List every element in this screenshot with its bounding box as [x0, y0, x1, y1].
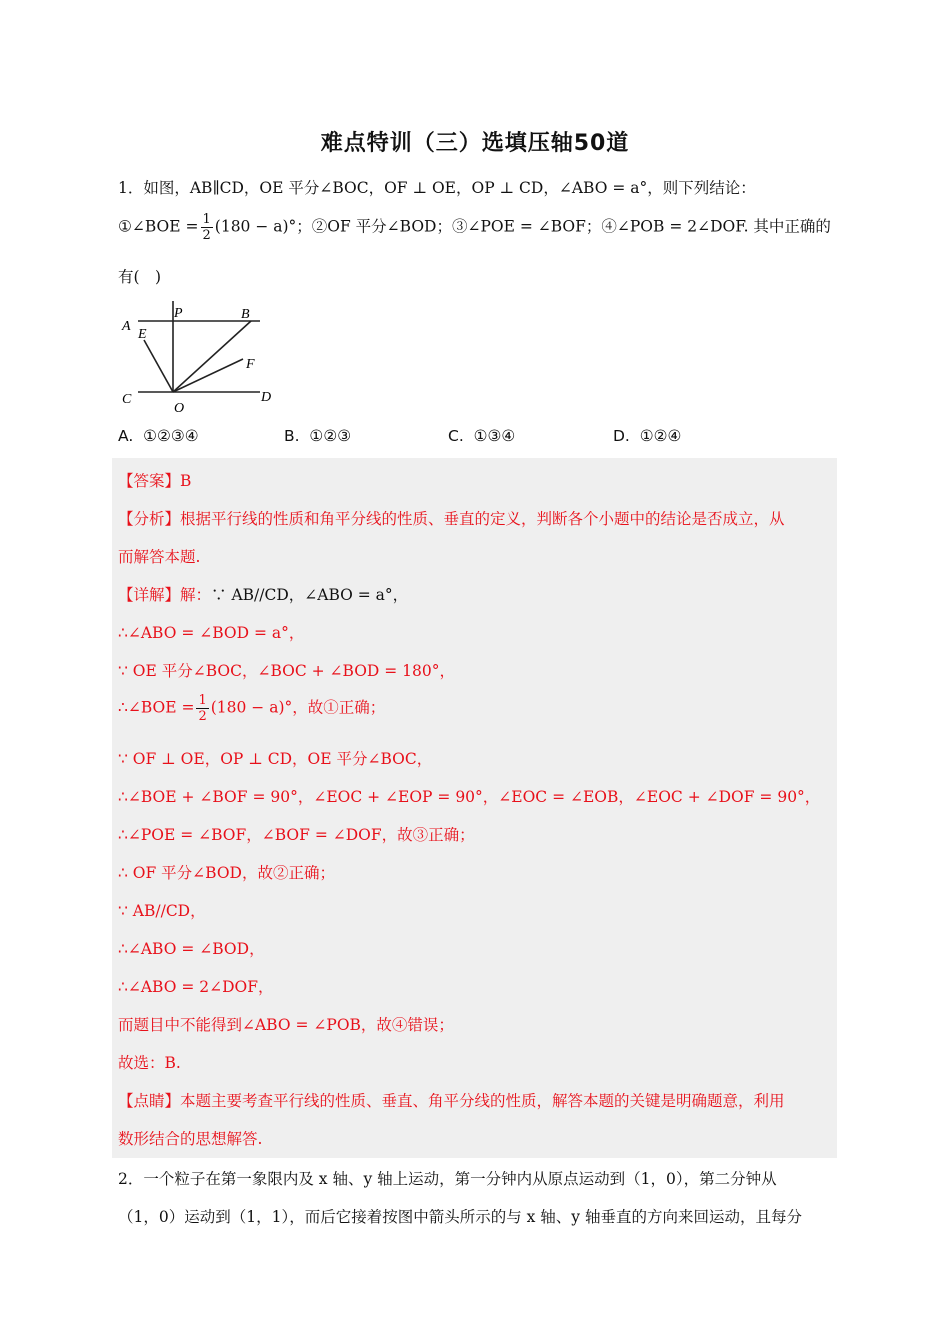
solution-line4-start: ∴∠BOE = [118, 698, 195, 717]
solution-comment-line1: 【点睛】本题主要考查平行线的性质、垂直、角平分线的性质，解答本题的关键是明确题意，利用 [118, 1092, 785, 1110]
solution-fraction-den: 2 [198, 709, 207, 724]
q1-geometry-figure [118, 296, 283, 418]
q2-stem-line2: （1，0）运动到（1，1），而后它接着按图中箭头所示的与 x 轴、y 轴垂直的方向来回运动，且每分 [118, 1208, 802, 1226]
q1-fraction-den: 2 [202, 228, 211, 243]
q1-stem-line2-end: (180 − a)°；②OF 平分∠BOD；③∠POE = ∠BOF；④∠POB = 2∠DOF. 其中正确的 [214, 217, 831, 236]
option-a [118, 427, 199, 445]
line-ob [173, 321, 251, 392]
q1-options [118, 427, 838, 451]
label-p: P [174, 306, 183, 321]
option-c [448, 427, 515, 445]
option-a-key: A. [118, 427, 134, 445]
label-d: D [261, 390, 272, 405]
option-d-text: ①②④ [639, 427, 682, 445]
option-b [284, 427, 351, 445]
q1-stem-line2 [118, 212, 838, 243]
q1-stem-line2-start: ①∠BOE = [118, 217, 199, 236]
solution-line9: ∵ AB//CD， [118, 902, 206, 920]
solution-line10: ∴∠ABO = ∠BOD， [118, 940, 265, 958]
solution-line4 [118, 693, 833, 724]
label-c: C [122, 392, 132, 407]
option-d [613, 427, 681, 445]
solution-comment-line2: 数形结合的思想解答. [118, 1130, 263, 1148]
solution-detail-line1 [118, 583, 833, 605]
solution-line8: ∴ OF 平分∠BOD，故②正确； [118, 864, 335, 882]
solution-line4-end: (180 − a)°，故①正确； [210, 698, 386, 717]
solution-line11: ∴∠ABO = 2∠DOF， [118, 978, 274, 996]
q2-stem-line1: 2．一个粒子在第一象限内及 x 轴、y 轴上运动，第一分钟内从原点运动到（1，0），第二分钟从 [118, 1170, 777, 1188]
option-a-text: ①②③④ [143, 427, 199, 445]
label-b: B [241, 307, 250, 322]
solution-analysis-line2: 而解答本题. [118, 548, 201, 566]
solution-line7: ∴∠POE = ∠BOF，∠BOF = ∠DOF，故③正确； [118, 826, 475, 844]
solution-line13: 故选：B. [118, 1054, 181, 1072]
line-oe [144, 340, 173, 392]
solution-detail-tag: 【详解】解： [118, 586, 212, 604]
solution-fraction [196, 693, 208, 724]
q1-stem-line3: 有( ) [118, 268, 162, 286]
line-of [173, 359, 243, 392]
solution-detail-start: ∵ AB//CD，∠ABO = a°， [211, 586, 409, 604]
solution-line12: 而题目中不能得到∠ABO = ∠POB，故④错误； [118, 1016, 454, 1034]
solution-answer: 【答案】B [118, 472, 192, 490]
label-f: F [246, 357, 255, 372]
page-title: 难点特训（三）选填压轴50道 [320, 131, 630, 156]
q1-fraction-num: 1 [202, 212, 211, 227]
option-c-text: ①③④ [473, 427, 516, 445]
solution-fraction-num: 1 [198, 693, 207, 708]
option-c-key: C. [448, 427, 464, 445]
solution-line5: ∵ OF ⊥ OE，OP ⊥ CD，OE 平分∠BOC， [118, 750, 433, 768]
solution-line3: ∵ OE 平分∠BOC，∠BOC + ∠BOD = 180°， [118, 662, 456, 680]
q1-fraction [201, 212, 213, 243]
label-a: A [122, 319, 131, 334]
solution-line2: ∴∠ABO = ∠BOD = a°， [118, 624, 305, 642]
option-d-key: D. [613, 427, 630, 445]
q1-stem-line1: 1．如图，AB∥CD，OE 平分∠BOC，OF ⊥ OE，OP ⊥ CD，∠ABO = a°，则下列结论： [118, 179, 756, 197]
solution-analysis-line1: 【分析】根据平行线的性质和角平分线的性质、垂直的定义，判断各个小题中的结论是否成立，从 [118, 510, 785, 528]
option-b-key: B. [284, 427, 300, 445]
solution-line6: ∴∠BOE + ∠BOF = 90°，∠EOC + ∠EOP = 90°，∠EOC = ∠EOB，∠EOC + ∠DOF = 90°， [118, 788, 821, 806]
option-b-text: ①②③ [309, 427, 352, 445]
label-o: O [174, 401, 185, 416]
label-e: E [138, 327, 147, 342]
